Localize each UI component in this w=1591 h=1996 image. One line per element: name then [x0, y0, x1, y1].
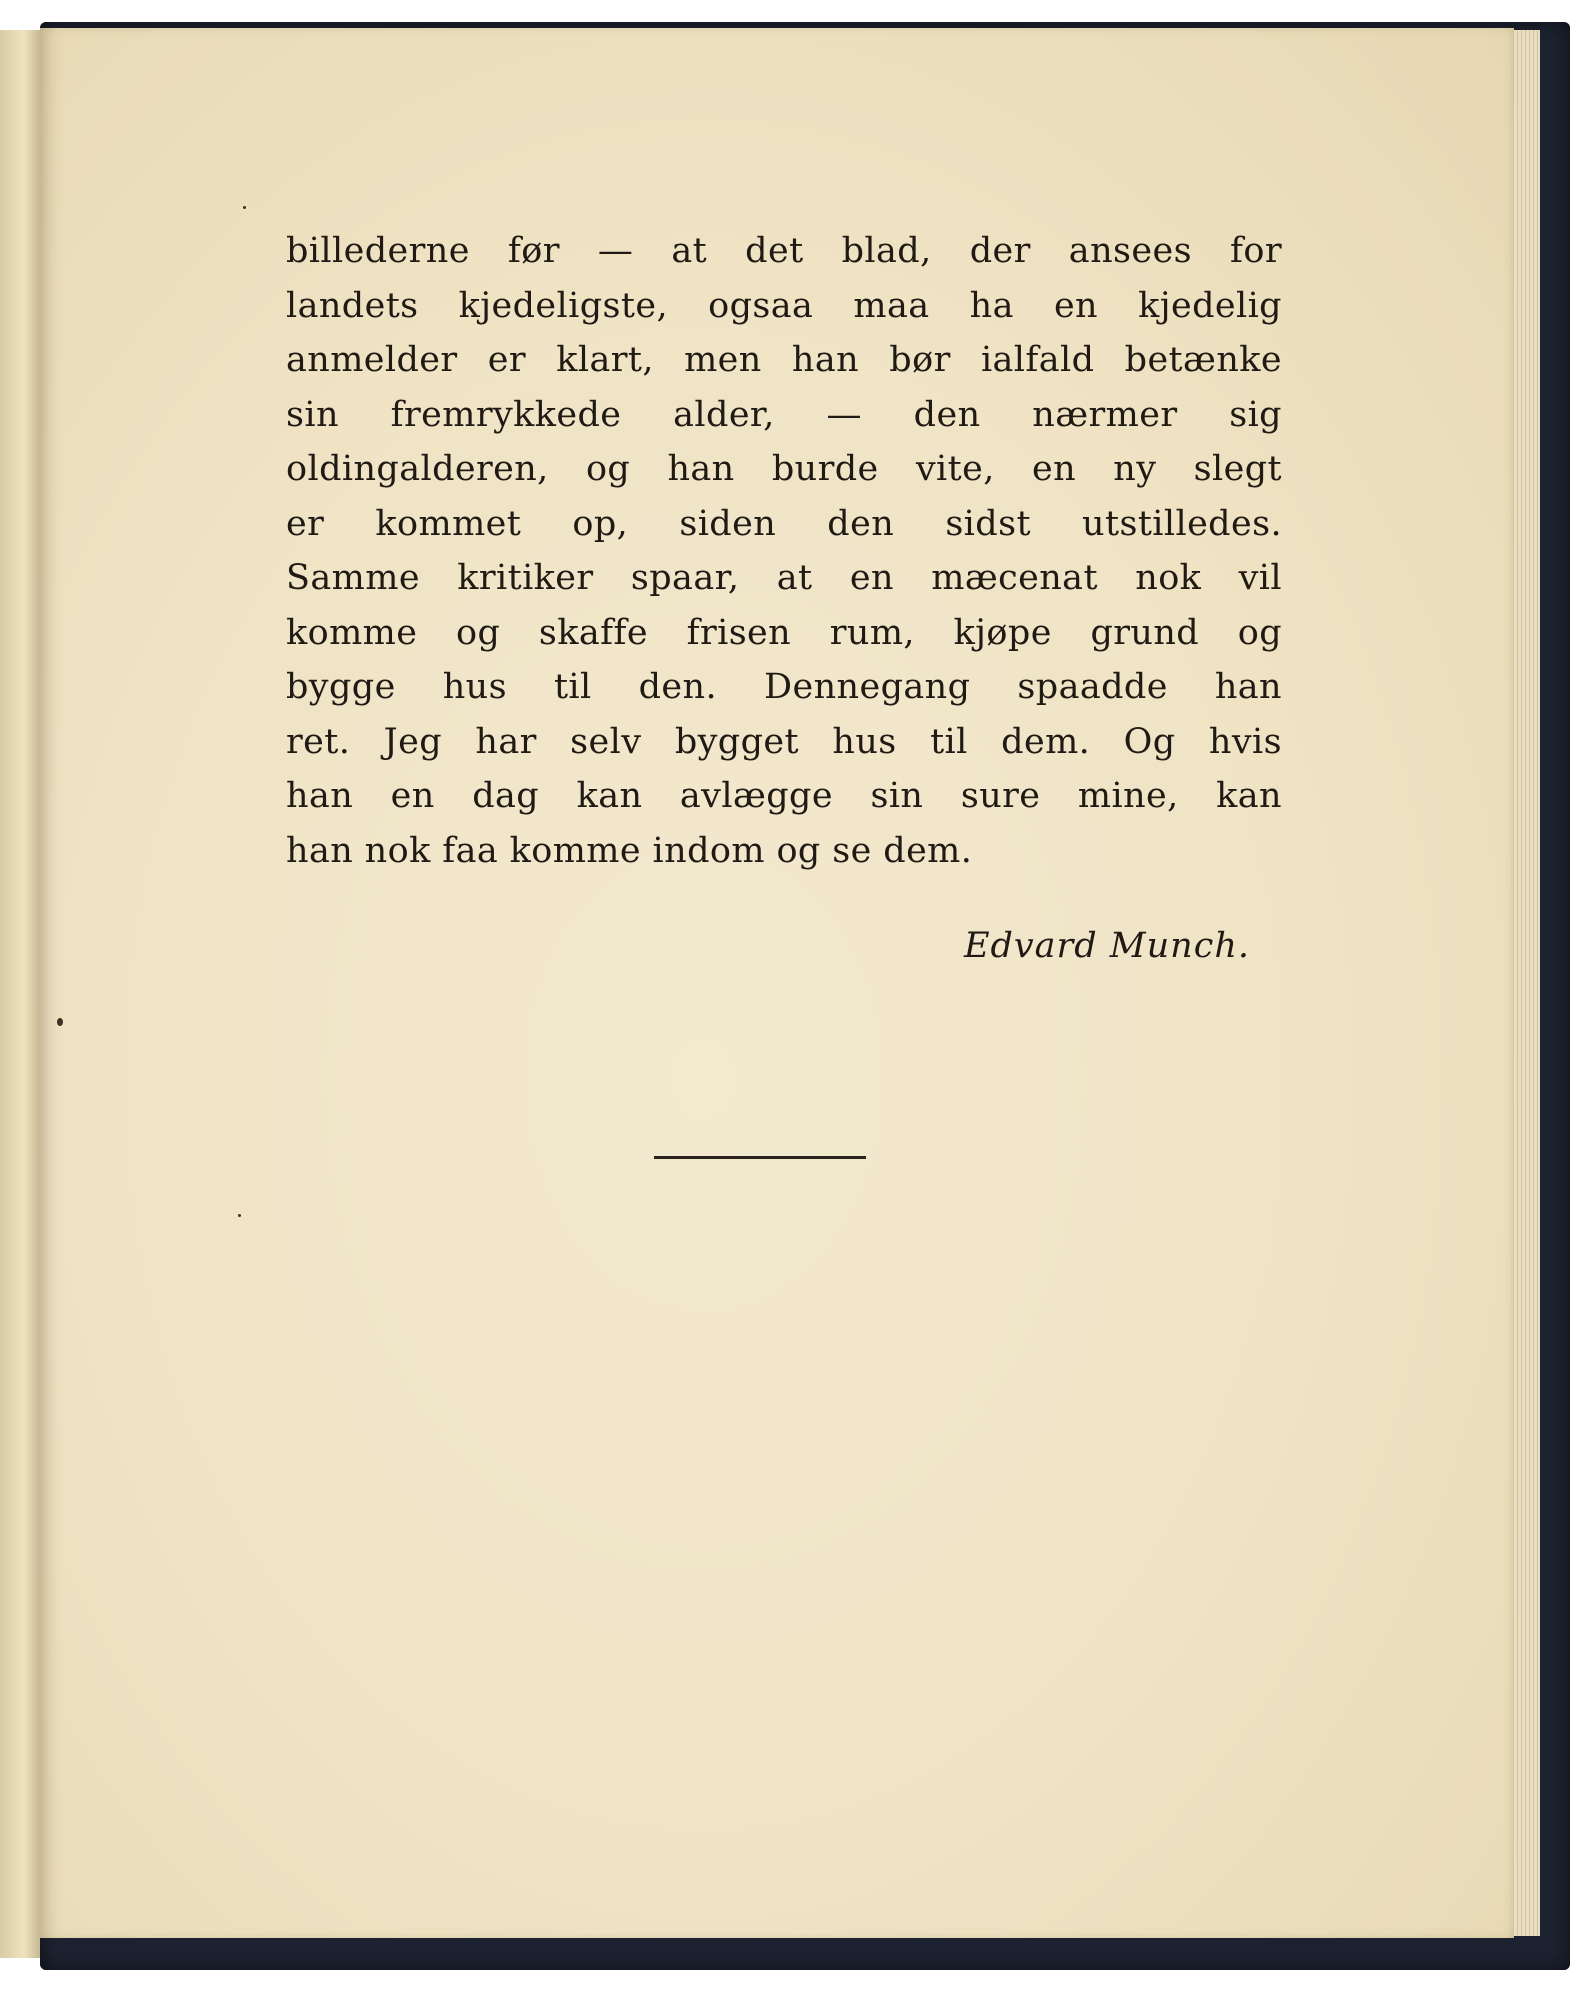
text-line: billederne før — at det blad, der ansees for [286, 231, 1282, 271]
text-line: oldingalderen, og han burde vite, en ny slegt [286, 449, 1282, 489]
book-page [40, 28, 1514, 1938]
section-rule [654, 1156, 866, 1159]
text-line: Samme kritiker spaar, at en mæcenat nok vil [286, 558, 1282, 598]
paper-speck [238, 1214, 241, 1217]
text-line: bygge hus til den. Dennegang spaadde han [286, 667, 1282, 707]
text-line: komme og skaffe frisen rum, kjøpe grund og [286, 612, 1282, 653]
text-line: sin fremrykkede alder, — den nærmer sig [286, 394, 1282, 435]
text-line: landets kjedeligste, ogsaa maa ha en kjedelig [286, 285, 1282, 326]
paper-speck [57, 1018, 63, 1026]
text-line: anmelder er klart, men han bør ialfald betænke [286, 340, 1282, 380]
paper-speck [243, 206, 246, 209]
text-line: ret. Jeg har selv bygget hus til dem. Og hvis [286, 721, 1282, 762]
text-line: er kommet op, siden den sidst utstilledes. [286, 503, 1282, 544]
text-line: han nok faa komme indom og se dem. [286, 830, 973, 871]
body-text [286, 224, 1282, 878]
left-page-edge [0, 30, 40, 1958]
signature: Edvard Munch. [963, 926, 1250, 966]
text-line: han en dag kan avlægge sin sure mine, kan [286, 776, 1282, 816]
